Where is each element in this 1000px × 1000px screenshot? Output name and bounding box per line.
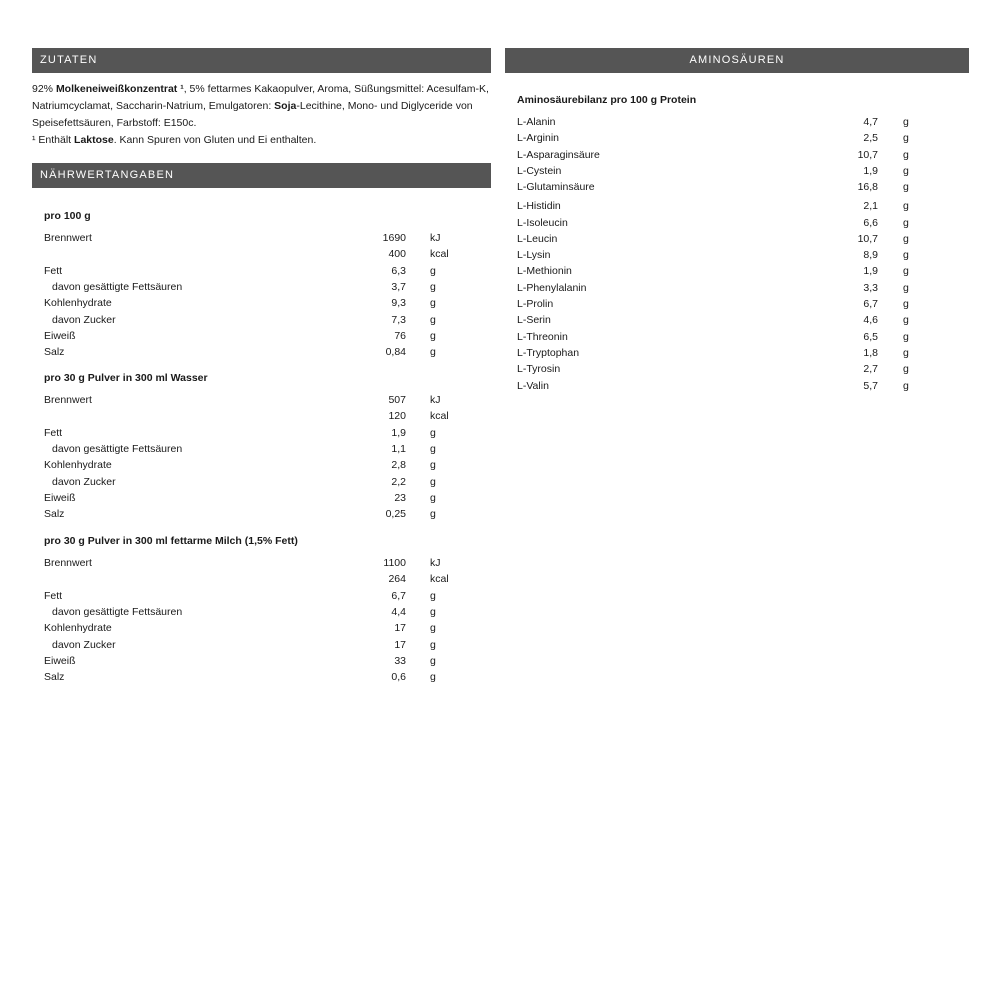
nutrition-label: davon Zucker [52, 638, 116, 651]
ingredients-note [32, 132, 494, 149]
amino-label: L-Isoleucin [517, 216, 568, 229]
nutrition-unit: g [430, 671, 436, 684]
amino-unit: g [903, 249, 909, 262]
nutrition-unit: g [430, 638, 436, 651]
nutrition-row [44, 344, 464, 360]
nutrition-value: 1100 [383, 557, 406, 569]
nutrition-label: Fett [44, 589, 63, 602]
nutrition-value: 1,9 [391, 426, 406, 439]
amino-label: L-Serin [517, 314, 551, 327]
amino-row [517, 329, 917, 345]
amino-label: L-Alanin [517, 116, 556, 128]
ingredients-main-bold: Molkeneiweißkonzentrat ¹ [55, 83, 184, 95]
note-pre: ¹ Enthält [32, 134, 75, 146]
amino-label: L-Methionin [517, 265, 572, 278]
nutrition-row [44, 653, 464, 669]
nutrition-label: Eiweiß [44, 491, 76, 504]
nutrition-value: 0,25 [385, 508, 406, 521]
nutrition-label: Fett [44, 264, 63, 277]
nutrition-block-title: pro 30 g Pulver in 300 ml Wasser [44, 372, 208, 384]
nutrition-value: 17 [394, 638, 406, 651]
naehrwert-header: NÄHRWERTANGABEN [32, 163, 491, 188]
nutrition-value: 4,4 [391, 605, 406, 618]
nutrition-value: 1,1 [391, 442, 406, 455]
nutrition-value: 6,3 [391, 264, 406, 277]
nutrition-block-title: pro 100 g [44, 210, 91, 222]
nutrition-value: 9,3 [391, 297, 406, 310]
nutrition-label: Eiweiß [44, 654, 76, 667]
nutrition-row [44, 620, 464, 636]
nutrition-unit: g [430, 346, 436, 359]
nutrition-row [44, 637, 464, 653]
nutrition-row [44, 230, 464, 246]
nutrition-unit: g [430, 491, 436, 504]
nutrition-unit: g [430, 605, 436, 618]
nutrition-unit: g [430, 442, 436, 455]
amino-unit: g [903, 232, 909, 245]
amino-value: 6,6 [863, 216, 878, 229]
aminosaeuren-header: AMINOSÄUREN [505, 48, 969, 73]
amino-value: 8,9 [863, 249, 878, 262]
nutrition-label: Salz [44, 346, 65, 359]
nutrition-label: davon Zucker [52, 313, 116, 326]
amino-value: 2,1 [863, 200, 878, 213]
amino-title: Aminosäurebilanz pro 100 g Protein [517, 94, 697, 106]
ingredients-pre: 92% [32, 83, 56, 95]
nutrition-unit: g [430, 589, 436, 602]
nutrition-row [44, 555, 464, 571]
nutrition-value: 1690 [382, 232, 406, 244]
nutrition-unit: g [430, 264, 436, 277]
nutrition-row [44, 408, 464, 424]
amino-label: L-Arginin [517, 132, 560, 145]
nutrition-row [44, 588, 464, 604]
nutrition-row [44, 571, 464, 587]
amino-value: 16,8 [857, 181, 878, 194]
nutrition-unit: g [430, 280, 436, 293]
nutrition-label: Kohlenhydrate [44, 622, 112, 635]
amino-value: 5,7 [863, 379, 878, 392]
nutrition-value: 120 [388, 410, 406, 423]
amino-label: L-Histidin [517, 200, 561, 213]
amino-label: L-Glutaminsäure [517, 181, 595, 194]
nutrition-label: davon gesättigte Fettsäuren [52, 605, 183, 618]
nutrition-label: Salz [44, 671, 65, 684]
nutrition-unit: g [430, 508, 436, 521]
nutrition-label: Kohlenhydrate [44, 297, 112, 310]
nutrition-unit: g [430, 426, 436, 439]
nutrition-value: 0,6 [391, 671, 406, 684]
nutrition-value: 264 [388, 573, 406, 586]
nutrition-row [44, 263, 464, 279]
amino-label: L-Valin [517, 379, 549, 392]
nutrition-row [44, 312, 464, 328]
amino-label: L-Threonin [517, 330, 568, 343]
note-laktose-bold: Laktose [74, 134, 114, 146]
nutrition-row [44, 328, 464, 344]
nutrition-value: 400 [388, 248, 406, 261]
amino-row [517, 163, 917, 179]
nutrition-value: 3,7 [391, 280, 406, 293]
ingredients-text [32, 81, 494, 149]
nutrition-unit: g [430, 475, 436, 488]
amino-value: 3,3 [863, 281, 878, 294]
nutrition-value: 33 [394, 654, 406, 667]
nutrition-label: Brennwert [44, 232, 92, 244]
amino-label: L-Prolin [517, 298, 554, 310]
nutrition-label: Fett [44, 426, 63, 439]
amino-unit: g [903, 298, 909, 310]
nutrition-value: 17 [394, 622, 406, 635]
nutrition-label: davon gesättigte Fettsäuren [52, 442, 183, 455]
amino-row [517, 231, 917, 247]
amino-unit: g [903, 265, 909, 278]
nutrition-unit: kcal [430, 248, 449, 261]
ingredients-paragraph [32, 81, 494, 132]
nutrition-unit: g [430, 459, 436, 472]
amino-value: 2,7 [863, 363, 878, 376]
amino-unit: g [903, 181, 909, 194]
ingredients-end: -Lecithine, Mono- und Diglyceride von Speisefettsäuren, Farbstoff: E150c. [32, 100, 473, 129]
amino-row [517, 215, 917, 231]
ingredients-post: , 5% fettarmes Kakaopulver, Aroma, Süßungsmittel: Acesulfam-K, Natriumcyclamat, Saccharin-Natrium, Emulgatoren: [32, 83, 489, 112]
amino-row [517, 296, 917, 312]
nutrition-label: Salz [44, 508, 65, 521]
nutrition-unit: g [430, 622, 436, 635]
nutrition-unit: g [430, 654, 436, 667]
amino-value: 6,5 [863, 330, 878, 343]
nutrition-unit: g [430, 329, 436, 342]
amino-unit: g [903, 346, 909, 359]
amino-value: 4,7 [863, 116, 878, 128]
nutrition-value: 23 [394, 491, 406, 504]
nutrition-label: Brennwert [44, 394, 92, 406]
nutrition-value: 0,84 [385, 346, 406, 359]
nutrition-unit: kcal [430, 410, 449, 423]
amino-row [517, 179, 917, 195]
amino-unit: g [903, 148, 909, 161]
nutrition-label: davon gesättigte Fettsäuren [52, 280, 183, 293]
amino-row [517, 378, 917, 394]
amino-unit: g [903, 330, 909, 343]
nutrition-label: Brennwert [44, 557, 92, 569]
nutrition-row [44, 246, 464, 262]
amino-value: 1,9 [863, 265, 878, 278]
amino-value: 6,7 [863, 298, 878, 310]
amino-row [517, 114, 917, 130]
amino-row [517, 345, 917, 361]
nutrition-block-title: pro 30 g Pulver in 300 ml fettarme Milch (1,5% Fett) [44, 535, 298, 547]
amino-row [517, 361, 917, 377]
amino-row [517, 312, 917, 328]
nutrition-label: Eiweiß [44, 329, 76, 342]
nutrition-value: 507 [388, 394, 406, 406]
amino-label: L-Phenylalanin [517, 281, 587, 294]
amino-unit: g [903, 281, 909, 294]
amino-row [517, 263, 917, 279]
nutrition-row [44, 295, 464, 311]
note-post: . Kann Spuren von Gluten und Ei enthalten. [113, 134, 317, 146]
zutaten-header: ZUTATEN [32, 48, 491, 73]
nutrition-value: 2,2 [391, 475, 406, 488]
nutrition-unit: kJ [430, 232, 441, 244]
amino-label: L-Cystein [517, 164, 562, 177]
amino-unit: g [903, 164, 909, 177]
amino-unit: g [903, 314, 909, 327]
nutrition-row [44, 669, 464, 685]
nutrition-unit: g [430, 297, 436, 310]
nutrition-label: Kohlenhydrate [44, 459, 112, 472]
amino-label: L-Asparaginsäure [517, 148, 600, 161]
amino-value: 1,8 [863, 346, 878, 359]
amino-unit: g [903, 132, 909, 145]
nutrition-row [44, 474, 464, 490]
nutrition-unit: kcal [430, 573, 449, 586]
nutrition-row [44, 604, 464, 620]
amino-unit: g [903, 363, 909, 376]
nutrition-row [44, 279, 464, 295]
nutrition-row [44, 490, 464, 506]
nutrition-row [44, 457, 464, 473]
nutrition-value: 7,3 [391, 313, 406, 326]
nutrition-unit: kJ [430, 557, 441, 569]
amino-label: L-Leucin [517, 232, 558, 245]
amino-unit: g [903, 200, 909, 213]
nutrition-unit: kJ [430, 394, 441, 406]
nutrition-row [44, 441, 464, 457]
nutrition-label: davon Zucker [52, 475, 116, 488]
amino-unit: g [903, 116, 909, 128]
amino-label: L-Lysin [517, 249, 551, 262]
amino-unit: g [903, 379, 909, 392]
amino-label: L-Tyrosin [517, 363, 561, 376]
nutrition-row [44, 425, 464, 441]
amino-label: L-Tryptophan [517, 346, 580, 359]
nutrition-row [44, 392, 464, 408]
nutrition-value: 2,8 [391, 459, 406, 472]
nutrition-value: 76 [394, 329, 406, 342]
amino-value: 10,7 [857, 232, 878, 245]
amino-row [517, 280, 917, 296]
amino-value: 4,6 [863, 314, 878, 327]
amino-unit: g [903, 216, 909, 229]
amino-row [517, 198, 917, 214]
amino-value: 10,7 [857, 148, 878, 161]
amino-value: 1,9 [863, 164, 878, 177]
amino-value: 2,5 [863, 132, 878, 145]
amino-row [517, 247, 917, 263]
nutrition-row [44, 506, 464, 522]
ingredients-soja-bold: Soja [274, 100, 297, 112]
nutrition-unit: g [430, 313, 436, 326]
amino-row [517, 147, 917, 163]
nutrition-value: 6,7 [391, 589, 406, 602]
amino-row [517, 130, 917, 146]
